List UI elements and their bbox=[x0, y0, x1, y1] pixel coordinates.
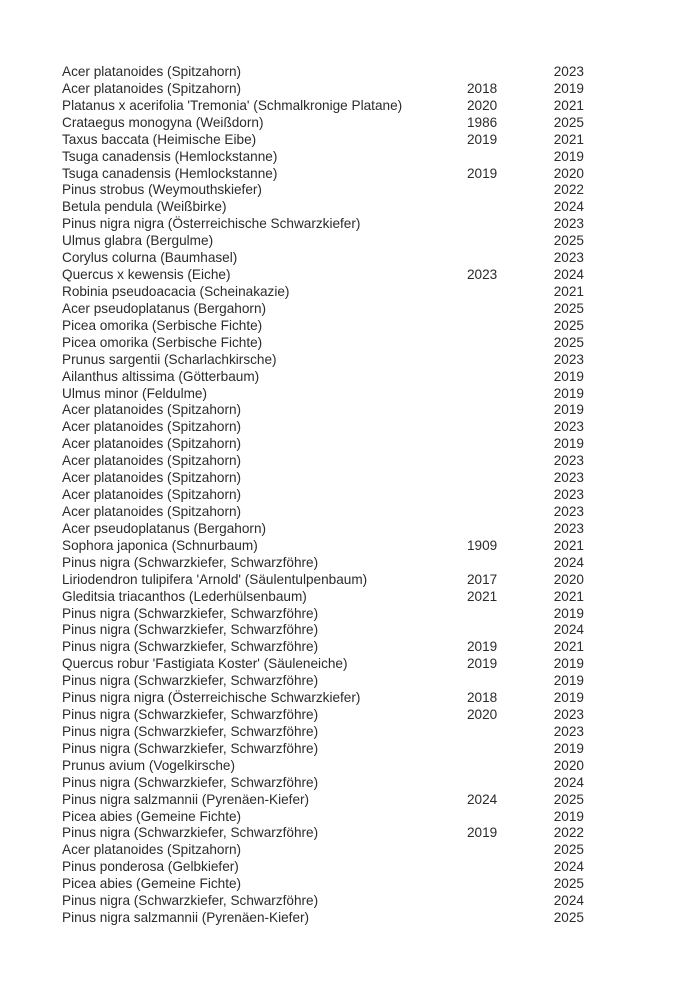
species-name: Acer platanoides (Spitzahorn) bbox=[62, 402, 242, 418]
year-col-2: 2019 bbox=[553, 385, 584, 401]
species-name: Acer platanoides (Spitzahorn) bbox=[62, 64, 242, 79]
table-row bbox=[62, 182, 584, 199]
table-row bbox=[62, 622, 584, 639]
year-col-2: 2019 bbox=[553, 368, 584, 384]
species-name: Pinus strobus (Weymouthskiefer) bbox=[62, 182, 262, 198]
species-name: Betula pendula (Weißbirke) bbox=[62, 199, 227, 215]
table-row bbox=[62, 741, 584, 758]
year-col-2: 2023 bbox=[553, 419, 584, 435]
year-col-1: 2019 bbox=[467, 639, 498, 655]
species-name: Quercus x kewensis (Eiche) bbox=[62, 267, 231, 283]
table-row bbox=[62, 115, 584, 132]
year-col-2: 2023 bbox=[553, 453, 584, 469]
year-col-2: 2020 bbox=[553, 757, 584, 773]
table-row bbox=[62, 386, 584, 403]
year-col-2: 2023 bbox=[553, 707, 584, 723]
table-row bbox=[62, 859, 584, 876]
table-row bbox=[62, 673, 584, 690]
species-name: Taxus baccata (Heimische Eibe) bbox=[62, 131, 257, 147]
table-row bbox=[62, 639, 584, 656]
year-col-2: 2024 bbox=[553, 267, 584, 283]
species-name: Pinus ponderosa (Gelbkiefer) bbox=[62, 859, 239, 875]
year-col-2: 2021 bbox=[553, 97, 584, 113]
table-row bbox=[62, 910, 584, 927]
table-row bbox=[62, 555, 584, 572]
year-col-2: 2019 bbox=[553, 808, 584, 824]
table-row bbox=[62, 199, 584, 216]
table-row bbox=[62, 707, 584, 724]
species-name: Acer platanoides (Spitzahorn) bbox=[62, 419, 242, 435]
species-name: Ulmus glabra (Bergulme) bbox=[62, 233, 214, 249]
year-col-1: 2019 bbox=[467, 656, 498, 672]
table-row bbox=[62, 318, 584, 335]
table-row bbox=[62, 893, 584, 910]
species-name: Pinus nigra nigra (Österreichische Schwarzkiefer) bbox=[62, 690, 361, 706]
table-row bbox=[62, 453, 584, 470]
table-row bbox=[62, 538, 584, 555]
table-row bbox=[62, 487, 584, 504]
species-name: Prunus sargentii (Scharlachkirsche) bbox=[62, 351, 277, 367]
year-col-2: 2019 bbox=[553, 740, 584, 756]
table-row bbox=[62, 606, 584, 623]
year-col-1: 2018 bbox=[467, 690, 498, 706]
table-row bbox=[62, 504, 584, 521]
table-row bbox=[62, 335, 584, 352]
table-row bbox=[62, 876, 584, 893]
species-name: Acer pseudoplatanus (Bergahorn) bbox=[62, 520, 267, 536]
year-col-2: 2019 bbox=[553, 656, 584, 672]
year-col-2: 2023 bbox=[553, 723, 584, 739]
year-col-2: 2023 bbox=[553, 64, 584, 79]
species-name: Acer platanoides (Spitzahorn) bbox=[62, 487, 242, 503]
year-col-2: 2023 bbox=[553, 351, 584, 367]
species-name: Crataegus monogyna (Weißdorn) bbox=[62, 114, 264, 130]
table-row bbox=[62, 589, 584, 606]
year-col-1: 2021 bbox=[467, 588, 498, 604]
table-row bbox=[62, 656, 584, 673]
year-col-2: 2021 bbox=[553, 588, 584, 604]
year-col-2: 2024 bbox=[553, 554, 584, 570]
species-name: Acer platanoides (Spitzahorn) bbox=[62, 503, 242, 519]
species-name: Pinus nigra (Schwarzkiefer, Schwarzföhre) bbox=[62, 673, 319, 689]
tree-list bbox=[62, 64, 584, 927]
year-col-2: 2025 bbox=[553, 114, 584, 130]
table-row bbox=[62, 690, 584, 707]
year-col-2: 2019 bbox=[553, 80, 584, 96]
species-name: Pinus nigra (Schwarzkiefer, Schwarzföhre) bbox=[62, 723, 319, 739]
year-col-1: 2019 bbox=[467, 825, 498, 841]
table-row bbox=[62, 758, 584, 775]
species-name: Ailanthus altissima (Götterbaum) bbox=[62, 368, 260, 384]
year-col-2: 2023 bbox=[553, 216, 584, 232]
species-name: Pinus nigra salzmannii (Pyrenäen-Kiefer) bbox=[62, 910, 310, 926]
table-row bbox=[62, 250, 584, 267]
year-col-1: 2019 bbox=[467, 131, 498, 147]
species-name: Prunus avium (Vogelkirsche) bbox=[62, 757, 236, 773]
year-col-2: 2020 bbox=[553, 165, 584, 181]
species-name: Acer platanoides (Spitzahorn) bbox=[62, 436, 242, 452]
species-name: Pinus nigra (Schwarzkiefer, Schwarzföhre) bbox=[62, 639, 319, 655]
table-row bbox=[62, 64, 584, 81]
table-row bbox=[62, 436, 584, 453]
species-name: Tsuga canadensis (Hemlockstanne) bbox=[62, 148, 278, 164]
table-row bbox=[62, 470, 584, 487]
year-col-1: 2024 bbox=[467, 791, 498, 807]
table-row bbox=[62, 842, 584, 859]
species-name: Gleditsia triacanthos (Lederhülsenbaum) bbox=[62, 588, 307, 604]
table-row bbox=[62, 402, 584, 419]
table-row bbox=[62, 301, 584, 318]
species-name: Acer platanoides (Spitzahorn) bbox=[62, 80, 242, 96]
species-name: Corylus colurna (Baumhasel) bbox=[62, 250, 238, 266]
species-name: Acer platanoides (Spitzahorn) bbox=[62, 453, 242, 469]
year-col-2: 2023 bbox=[553, 520, 584, 536]
year-col-2: 2019 bbox=[553, 605, 584, 621]
table-row bbox=[62, 216, 584, 233]
species-name: Picea abies (Gemeine Fichte) bbox=[62, 808, 242, 824]
year-col-2: 2023 bbox=[553, 250, 584, 266]
species-name: Pinus nigra (Schwarzkiefer, Schwarzföhre) bbox=[62, 622, 319, 638]
species-name: Pinus nigra (Schwarzkiefer, Schwarzföhre) bbox=[62, 740, 319, 756]
species-name: Robinia pseudoacacia (Scheinakazie) bbox=[62, 283, 290, 299]
year-col-2: 2020 bbox=[553, 571, 584, 587]
year-col-2: 2024 bbox=[553, 774, 584, 790]
species-name: Liriodendron tulipifera 'Arnold' (Säulentulpenbaum) bbox=[62, 571, 368, 587]
species-name: Pinus nigra (Schwarzkiefer, Schwarzföhre) bbox=[62, 605, 319, 621]
year-col-2: 2024 bbox=[553, 893, 584, 909]
table-row bbox=[62, 792, 584, 809]
year-col-1: 1986 bbox=[467, 114, 498, 130]
year-col-1: 2020 bbox=[467, 707, 498, 723]
year-col-2: 2023 bbox=[553, 470, 584, 486]
species-name: Quercus robur 'Fastigiata Koster' (Säuleneiche) bbox=[62, 656, 348, 672]
table-row bbox=[62, 369, 584, 386]
table-row bbox=[62, 284, 584, 301]
year-col-1: 1909 bbox=[467, 537, 498, 553]
table-row bbox=[62, 572, 584, 589]
species-name: Pinus nigra (Schwarzkiefer, Schwarzföhre) bbox=[62, 707, 319, 723]
species-name: Pinus nigra (Schwarzkiefer, Schwarzföhre) bbox=[62, 554, 319, 570]
year-col-2: 2019 bbox=[553, 402, 584, 418]
year-col-2: 2025 bbox=[553, 910, 584, 926]
species-name: Pinus nigra salzmannii (Pyrenäen-Kiefer) bbox=[62, 791, 310, 807]
year-col-2: 2021 bbox=[553, 131, 584, 147]
year-col-2: 2025 bbox=[553, 300, 584, 316]
table-row bbox=[62, 166, 584, 183]
table-row bbox=[62, 825, 584, 842]
year-col-2: 2021 bbox=[553, 639, 584, 655]
table-row bbox=[62, 233, 584, 250]
table-row bbox=[62, 419, 584, 436]
year-col-2: 2022 bbox=[553, 825, 584, 841]
year-col-1: 2017 bbox=[467, 571, 498, 587]
table-row bbox=[62, 81, 584, 98]
species-name: Picea abies (Gemeine Fichte) bbox=[62, 876, 242, 892]
year-col-2: 2025 bbox=[553, 317, 584, 333]
table-row bbox=[62, 149, 584, 166]
table-row bbox=[62, 521, 584, 538]
table-row bbox=[62, 775, 584, 792]
year-col-2: 2023 bbox=[553, 503, 584, 519]
year-col-1: 2018 bbox=[467, 80, 498, 96]
year-col-2: 2019 bbox=[553, 673, 584, 689]
year-col-2: 2024 bbox=[553, 199, 584, 215]
year-col-2: 2022 bbox=[553, 182, 584, 198]
species-name: Sophora japonica (Schnurbaum) bbox=[62, 537, 258, 553]
table-row bbox=[62, 352, 584, 369]
year-col-2: 2021 bbox=[553, 537, 584, 553]
species-name: Picea omorika (Serbische Fichte) bbox=[62, 317, 263, 333]
species-name: Platanus x acerifolia 'Tremonia' (Schmalkronige Platane) bbox=[62, 97, 403, 113]
table-row bbox=[62, 98, 584, 115]
year-col-2: 2025 bbox=[553, 233, 584, 249]
species-name: Pinus nigra (Schwarzkiefer, Schwarzföhre) bbox=[62, 774, 319, 790]
year-col-2: 2024 bbox=[553, 859, 584, 875]
species-name: Pinus nigra (Schwarzkiefer, Schwarzföhre) bbox=[62, 825, 319, 841]
species-name: Acer platanoides (Spitzahorn) bbox=[62, 470, 242, 486]
table-row bbox=[62, 724, 584, 741]
year-col-2: 2025 bbox=[553, 791, 584, 807]
species-name: Pinus nigra (Schwarzkiefer, Schwarzföhre) bbox=[62, 893, 319, 909]
year-col-2: 2019 bbox=[553, 436, 584, 452]
year-col-2: 2023 bbox=[553, 487, 584, 503]
table-row bbox=[62, 809, 584, 826]
year-col-2: 2021 bbox=[553, 283, 584, 299]
year-col-1: 2023 bbox=[467, 267, 498, 283]
year-col-1: 2019 bbox=[467, 165, 498, 181]
table-row bbox=[62, 132, 584, 149]
year-col-2: 2019 bbox=[553, 148, 584, 164]
year-col-2: 2024 bbox=[553, 622, 584, 638]
species-name: Picea omorika (Serbische Fichte) bbox=[62, 334, 263, 350]
table-row bbox=[62, 267, 584, 284]
species-name: Acer platanoides (Spitzahorn) bbox=[62, 842, 242, 858]
year-col-2: 2025 bbox=[553, 842, 584, 858]
year-col-2: 2019 bbox=[553, 690, 584, 706]
species-name: Pinus nigra nigra (Österreichische Schwarzkiefer) bbox=[62, 216, 361, 232]
year-col-1: 2020 bbox=[467, 97, 498, 113]
year-col-2: 2025 bbox=[553, 334, 584, 350]
year-col-2: 2025 bbox=[553, 876, 584, 892]
species-name: Acer pseudoplatanus (Bergahorn) bbox=[62, 300, 267, 316]
species-name: Tsuga canadensis (Hemlockstanne) bbox=[62, 165, 278, 181]
species-name: Ulmus minor (Feldulme) bbox=[62, 385, 208, 401]
